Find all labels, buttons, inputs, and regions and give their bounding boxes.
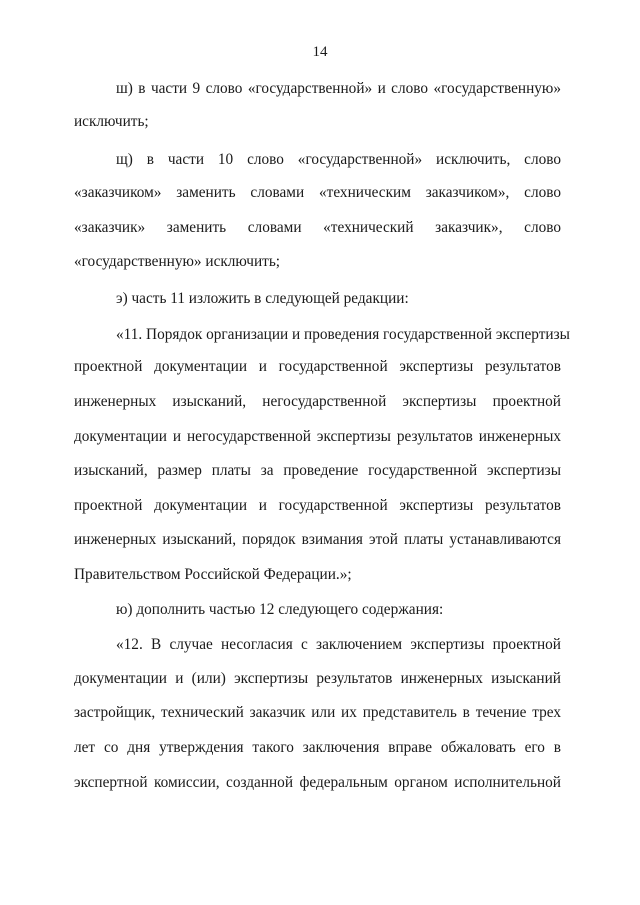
text-line: «заказчик» заменить словами «технический заказчик», слово (74, 219, 561, 236)
text-line: щ) в части 10 слово «государственной» исключить, слово (116, 151, 561, 168)
text-line: инженерных изысканий, порядок взимания этой платы устанавливаются (74, 531, 561, 548)
text-line: изысканий, размер платы за проведение государственной экспертизы (74, 462, 561, 479)
text-line: э) часть 11 изложить в следующей редакции: (116, 290, 409, 307)
text-line: застройщик, технический заказчик или их представитель в течение трех (74, 704, 561, 721)
text-line: «12. В случае несогласия с заключением экспертизы проектной (116, 636, 561, 653)
text-line: документации и (или) экспертизы результатов инженерных изысканий (74, 670, 561, 687)
text-line: проектной документации и государственной экспертизы результатов (74, 358, 561, 375)
text-line: «11. Порядок организации и проведения государственной экспертизы (116, 326, 570, 343)
text-line: ш) в части 9 слово «государственной» и слово «государственную» (116, 80, 561, 97)
text-line: инженерных изысканий, негосударственной экспертизы проектной (74, 393, 561, 410)
text-line: документации и негосударственной экспертизы результатов инженерных (74, 428, 561, 445)
page-number: 14 (312, 44, 328, 60)
text-line: «государственную» исключить; (74, 253, 281, 270)
text-line: исключить; (74, 113, 149, 130)
text-line: «заказчиком» заменить словами «техническим заказчиком», слово (74, 184, 561, 201)
text-line: ю) дополнить частью 12 следующего содержания: (116, 601, 444, 618)
text-line: экспертной комиссии, созданной федеральным органом исполнительной (74, 774, 561, 791)
text-line: лет со дня утверждения такого заключения вправе обжаловать его в (74, 739, 561, 756)
text-line: Правительством Российской Федерации.»; (74, 566, 352, 583)
text-line: проектной документации и государственной экспертизы результатов (74, 497, 561, 514)
